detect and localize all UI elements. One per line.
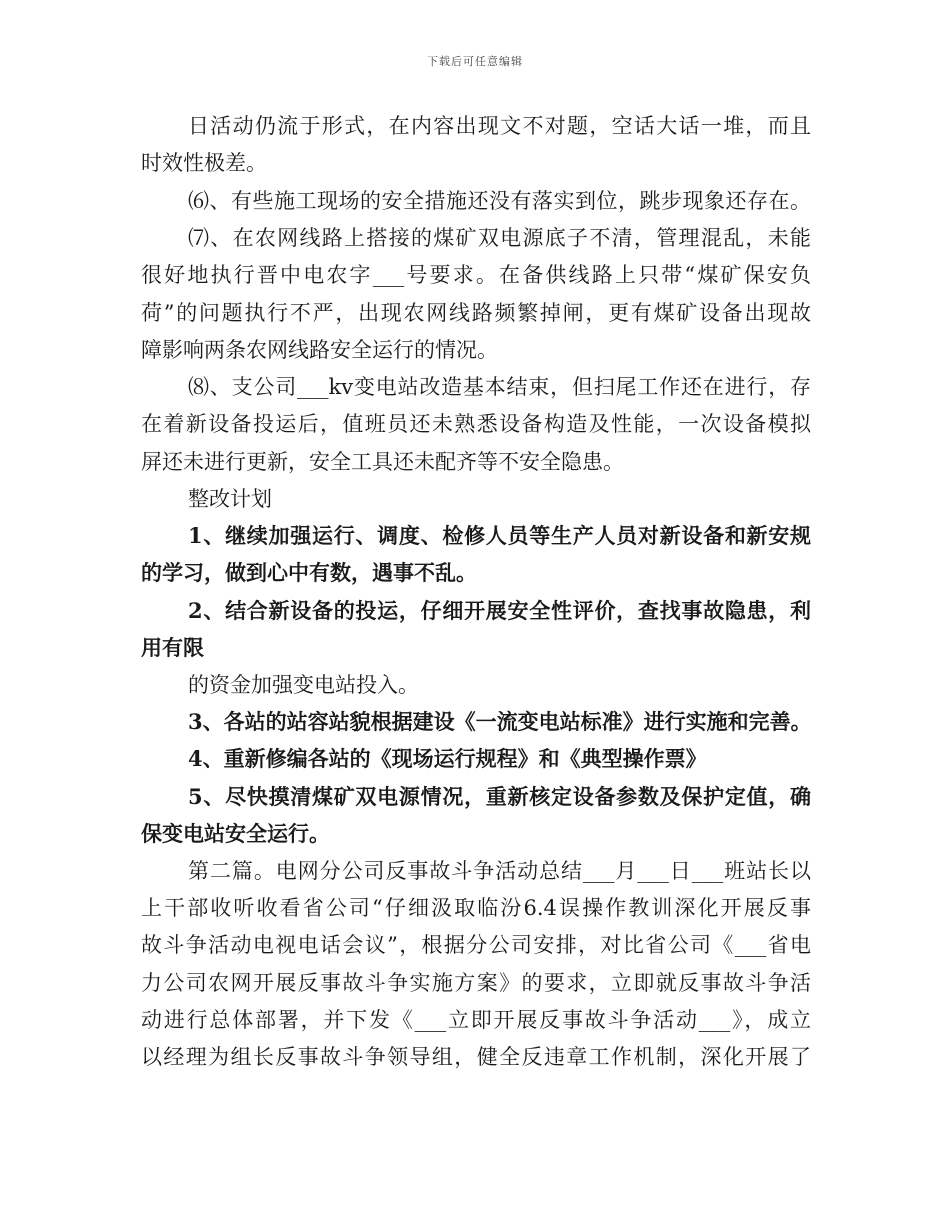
text-line: ⑺、在农网线路上搭接的煤矿双电源底子不清，管理混乱，未能 xyxy=(188,226,811,250)
text-line: 日活动仍流于形式，在内容出现文不对题，空话大话一堆，而且 xyxy=(188,114,811,138)
text-line: 的学习，做到心中有数，遇事不乱。 xyxy=(141,560,477,585)
text-line: 第二篇。电网分公司反事故斗争活动总结___月___日___班站长以 xyxy=(188,859,811,883)
text-line: 用有限 xyxy=(141,635,204,660)
text-line: 在着新设备投运后，值班员还未熟悉设备构造及性能，一次设备模拟 xyxy=(141,412,811,436)
text-line: 时效性极差。 xyxy=(141,151,267,175)
text-line: 障影响两条农网线路安全运行的情况。 xyxy=(141,338,498,362)
section-heading: 整改计划 xyxy=(188,487,272,511)
text-line: 保变电站安全运行。 xyxy=(141,821,330,846)
text-line: 动进行总体部署，并下发《___立即开展反事故斗争活动___》，成立 xyxy=(141,1008,811,1032)
page-header: 下载后可任意编辑 xyxy=(427,55,523,68)
text-line: 的资金加强变电站投入。 xyxy=(188,673,419,697)
text-line: 1、继续加强运行、调度、检修人员等生产人员对新设备和新安规 xyxy=(188,523,811,548)
text-line: 4、重新修编各站的《现场运行规程》和《典型操作票》 xyxy=(188,746,707,771)
text-line: 2、结合新设备的投运，仔细开展安全性评价，查找事故隐患，利 xyxy=(188,598,811,623)
text-line: 以经理为组长反事故斗争领导组，健全反违章工作机制，深化开展了 xyxy=(141,1045,811,1069)
text-line: 3、各站的站容站貌根据建设《一流变电站标准》进行实施和完善。 xyxy=(188,709,812,734)
text-line: 5、尽快摸清煤矿双电源情况，重新核定设备参数及保护定值，确 xyxy=(188,784,811,809)
text-line: 故斗争活动电视电话会议”，根据分公司安排，对比省公司《___省电 xyxy=(141,933,811,957)
text-line: 上干部收听收看省公司“仔细汲取临汾6.4误操作教训深化开展反事 xyxy=(141,896,811,920)
text-line: ⑹、有些施工现场的安全措施还没有落实到位，跳步现象还存在。 xyxy=(188,189,811,213)
text-line: 力公司农网开展反事故斗争实施方案》的要求，立即就反事故斗争活 xyxy=(141,971,811,995)
text-line: ⑻、支公司___kv变电站改造基本结束，但扫尾工作还在进行，存 xyxy=(188,375,811,399)
text-line: 屏还未进行更新，安全工具还未配齐等不安全隐患。 xyxy=(141,450,624,474)
text-line: 很好地执行晋中电农字___号要求。在备供线路上只带“煤矿保安负 xyxy=(141,263,811,287)
text-line: 荷”的问题执行不严，出现农网线路频繁掉闸，更有煤矿设备出现故 xyxy=(141,301,811,325)
